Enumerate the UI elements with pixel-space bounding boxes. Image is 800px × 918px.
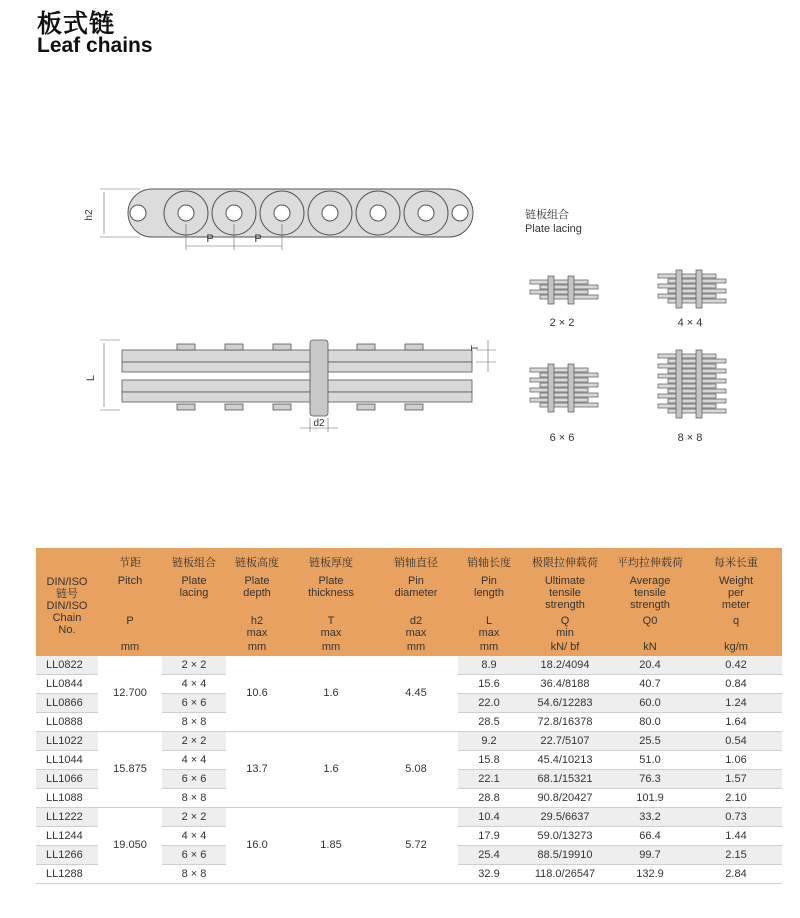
column-header-7 [520, 548, 610, 656]
pin-head [225, 404, 243, 410]
lacing-plate [530, 280, 588, 284]
h2-label: h2 [84, 209, 95, 221]
pin-length-value: 9.2 [458, 732, 520, 751]
pitch-value: 15.875 [98, 732, 162, 808]
pin-length-value: 22.0 [458, 694, 520, 713]
pin-length-value: 28.5 [458, 713, 520, 732]
pin-length-value: 8.9 [458, 656, 520, 675]
lacing-views [530, 270, 726, 418]
lacing-pin [676, 350, 682, 418]
chain-diagram [0, 150, 800, 450]
column-header-symbol: Q min [556, 615, 574, 639]
ultimate-strength-value: 54.6/12283 [520, 694, 610, 713]
pin-length-value: 32.9 [458, 865, 520, 884]
weight-value: 2.84 [690, 865, 782, 884]
depth-value: 10.6 [226, 656, 288, 732]
pin-head [357, 344, 375, 350]
chain-code: LL1044 [36, 751, 98, 770]
table-body [36, 656, 782, 884]
pin-length-value: 22.1 [458, 770, 520, 789]
lacing-pin [568, 276, 574, 304]
column-header-symbol: P [126, 615, 134, 627]
pin-head [273, 404, 291, 410]
lacing-title-cn: 链板组合 [525, 208, 569, 221]
weight-value: 1.44 [690, 827, 782, 846]
column-header-cn: 链板厚度 [309, 556, 353, 569]
chain-code: LL1222 [36, 808, 98, 827]
average-strength-value: 60.0 [610, 694, 690, 713]
pin-hole [418, 205, 434, 221]
table-header-row [36, 548, 782, 656]
column-header-symbol: Q0 [642, 615, 658, 627]
column-header-3 [226, 548, 288, 656]
weight-value: 0.84 [690, 675, 782, 694]
lacing-label-4x4: 4 × 4 [677, 317, 703, 329]
page-title-cn: 板式链 [37, 9, 116, 38]
column-header-unit: mm [321, 641, 341, 653]
weight-value: 1.64 [690, 713, 782, 732]
column-header-symbol: h2 max [246, 615, 268, 639]
thickness-value: 1.85 [288, 808, 374, 884]
chain-code: LL0866 [36, 694, 98, 713]
lacing-title [525, 208, 582, 236]
average-strength-value: 66.4 [610, 827, 690, 846]
lacing-plate [530, 378, 588, 382]
lacing-plate [658, 404, 716, 408]
column-header-en: Weight per meter [718, 575, 754, 611]
column-header-1 [98, 548, 162, 656]
lacing-plate [530, 388, 588, 392]
lacing-pin [568, 364, 574, 412]
chain-link [452, 205, 468, 221]
lacing-pin [548, 276, 554, 304]
lacing-plate [658, 364, 716, 368]
pitch-value: 19.050 [98, 808, 162, 884]
weight-value: 1.24 [690, 694, 782, 713]
weight-value: 2.10 [690, 789, 782, 808]
pin-length-value: 10.4 [458, 808, 520, 827]
column-header-cn: 每米长重 [714, 556, 758, 569]
column-header-unit: mm [406, 641, 426, 653]
ultimate-strength-value: 59.0/13273 [520, 827, 610, 846]
lacing-pin [676, 270, 682, 308]
pin-diameter-value: 4.45 [374, 656, 458, 732]
pin-diameter-value: 5.72 [374, 808, 458, 884]
column-header-en: Ultimate tensile strength [544, 575, 586, 611]
weight-value: 2.15 [690, 846, 782, 865]
column-header-2 [162, 548, 226, 656]
ultimate-strength-value: 72.8/16378 [520, 713, 610, 732]
lacing-value: 6 × 6 [162, 694, 226, 713]
chain-code: LL1066 [36, 770, 98, 789]
thickness-value: 1.6 [288, 732, 374, 808]
pin-diameter-value: 5.08 [374, 732, 458, 808]
chain-code: LL1022 [36, 732, 98, 751]
pin-hole [226, 205, 242, 221]
average-strength-value: 20.4 [610, 656, 690, 675]
average-strength-value: 33.2 [610, 808, 690, 827]
average-strength-value: 40.7 [610, 675, 690, 694]
pitch-label-1: P [206, 233, 214, 245]
lacing-value: 8 × 8 [162, 789, 226, 808]
average-strength-value: 132.9 [610, 865, 690, 884]
lacing-value: 4 × 4 [162, 751, 226, 770]
column-header-en: Pitch [117, 575, 143, 587]
chain-code: LL1088 [36, 789, 98, 808]
lacing-plate [658, 354, 716, 358]
pin-head [177, 404, 195, 410]
column-header-unit: kN [643, 641, 657, 653]
column-header-symbol: L max [478, 615, 500, 639]
lacing-pin [696, 270, 702, 308]
pin-hole [178, 205, 194, 221]
column-header-cn: 平均拉伸载荷 [617, 556, 683, 569]
column-header-en: Average tensile strength [629, 575, 671, 611]
average-strength-value: 101.9 [610, 789, 690, 808]
column-header-cn: 销轴长度 [467, 556, 511, 569]
lacing-plate [658, 274, 716, 278]
pin-length-value: 15.6 [458, 675, 520, 694]
weight-value: 1.57 [690, 770, 782, 789]
column-header-symbol: q [732, 615, 740, 627]
column-header-unit: kN/ bf [550, 641, 580, 653]
table-row [36, 732, 782, 751]
pin-head [405, 404, 423, 410]
lacing-value: 2 × 2 [162, 808, 226, 827]
lacing-value: 2 × 2 [162, 656, 226, 675]
ultimate-strength-value: 29.5/6637 [520, 808, 610, 827]
spec-table [36, 548, 782, 884]
chain-code: LL0844 [36, 675, 98, 694]
pin-length-value: 25.4 [458, 846, 520, 865]
column-header-6 [458, 548, 520, 656]
depth-value: 13.7 [226, 732, 288, 808]
column-header-unit: kg/m [724, 641, 748, 653]
chain-code: LL1266 [36, 846, 98, 865]
lacing-label-2x2: 2 × 2 [549, 317, 575, 329]
pin-head [273, 344, 291, 350]
L-label: L [85, 374, 97, 382]
lacing-pin [548, 364, 554, 412]
d2-label: d2 [313, 418, 325, 429]
table-row [36, 808, 782, 827]
pin-hole [274, 205, 290, 221]
average-strength-value: 25.5 [610, 732, 690, 751]
column-header-en: Pin diameter [394, 575, 438, 599]
lacing-value: 6 × 6 [162, 770, 226, 789]
table-row [36, 656, 782, 675]
lacing-plate [658, 294, 716, 298]
pitch-value: 12.700 [98, 656, 162, 732]
column-header-en: Plate thickness [308, 575, 354, 599]
pin-head [177, 344, 195, 350]
pin-length-value: 17.9 [458, 827, 520, 846]
column-header-symbol: d2 max [405, 615, 427, 639]
column-header-cn: 销轴直径 [394, 556, 438, 569]
pin-head [405, 344, 423, 350]
column-header-unit: mm [247, 641, 267, 653]
chain-side-view [128, 189, 473, 237]
lacing-value: 2 × 2 [162, 732, 226, 751]
pin-head [357, 404, 375, 410]
column-header-cn: 链板高度 [235, 556, 279, 569]
weight-value: 0.54 [690, 732, 782, 751]
ultimate-strength-value: 90.8/20427 [520, 789, 610, 808]
lacing-value: 8 × 8 [162, 713, 226, 732]
column-header-0 [36, 548, 98, 656]
column-header-chain-no: DIN/ISO 链号 DIN/ISO Chain No. [46, 576, 88, 636]
column-header-cn: 节距 [119, 556, 141, 569]
lacing-plate [658, 284, 716, 288]
weight-value: 0.42 [690, 656, 782, 675]
pin-hole [322, 205, 338, 221]
chain-code: LL1288 [36, 865, 98, 884]
thickness-value: 1.6 [288, 656, 374, 732]
average-strength-value: 76.3 [610, 770, 690, 789]
lacing-plate [658, 374, 716, 378]
average-strength-value: 99.7 [610, 846, 690, 865]
chain-code: LL0888 [36, 713, 98, 732]
average-strength-value: 51.0 [610, 751, 690, 770]
lacing-pin [696, 350, 702, 418]
average-strength-value: 80.0 [610, 713, 690, 732]
column-header-8 [610, 548, 690, 656]
ultimate-strength-value: 88.5/19910 [520, 846, 610, 865]
chain-code: LL1244 [36, 827, 98, 846]
column-header-cn: 极限拉伸载荷 [532, 556, 598, 569]
column-header-cn: 链板组合 [172, 556, 216, 569]
chain-link [130, 205, 146, 221]
column-header-unit: mm [479, 641, 499, 653]
lacing-label-6x6: 6 × 6 [549, 432, 575, 444]
column-header-en: Plate depth [243, 575, 271, 599]
lacing-value: 4 × 4 [162, 675, 226, 694]
pin-hole [370, 205, 386, 221]
ultimate-strength-value: 22.7/5107 [520, 732, 610, 751]
column-header-en: Pin length [474, 575, 504, 599]
lacing-label-8x8: 8 × 8 [677, 432, 703, 444]
depth-value: 16.0 [226, 808, 288, 884]
column-header-9 [690, 548, 782, 656]
ultimate-strength-value: 36.4/8188 [520, 675, 610, 694]
T-label: T [470, 344, 481, 352]
ultimate-strength-value: 118.0/26547 [520, 865, 610, 884]
column-header-unit: mm [120, 641, 140, 653]
lacing-value: 8 × 8 [162, 865, 226, 884]
weight-value: 0.73 [690, 808, 782, 827]
lacing-plate [530, 290, 588, 294]
column-header-symbol: T max [320, 615, 342, 639]
chain-code: LL0822 [36, 656, 98, 675]
lacing-value: 6 × 6 [162, 846, 226, 865]
lacing-title-en: Plate lacing [525, 223, 582, 235]
lacing-value: 4 × 4 [162, 827, 226, 846]
ultimate-strength-value: 18.2/4094 [520, 656, 610, 675]
lacing-plate [658, 394, 716, 398]
pin-head [225, 344, 243, 350]
lacing-plate [530, 368, 588, 372]
pin-length-value: 15.8 [458, 751, 520, 770]
column-header-en: Plate lacing [179, 575, 209, 599]
ultimate-strength-value: 68.1/15321 [520, 770, 610, 789]
ultimate-strength-value: 45.4/10213 [520, 751, 610, 770]
column-header-5 [374, 548, 458, 656]
pitch-label-2: P [254, 233, 262, 245]
column-header-4 [288, 548, 374, 656]
page-title-en: Leaf chains [37, 34, 153, 57]
weight-value: 1.06 [690, 751, 782, 770]
pin-length-value: 28.8 [458, 789, 520, 808]
lacing-plate [658, 384, 716, 388]
lacing-plate [530, 398, 588, 402]
